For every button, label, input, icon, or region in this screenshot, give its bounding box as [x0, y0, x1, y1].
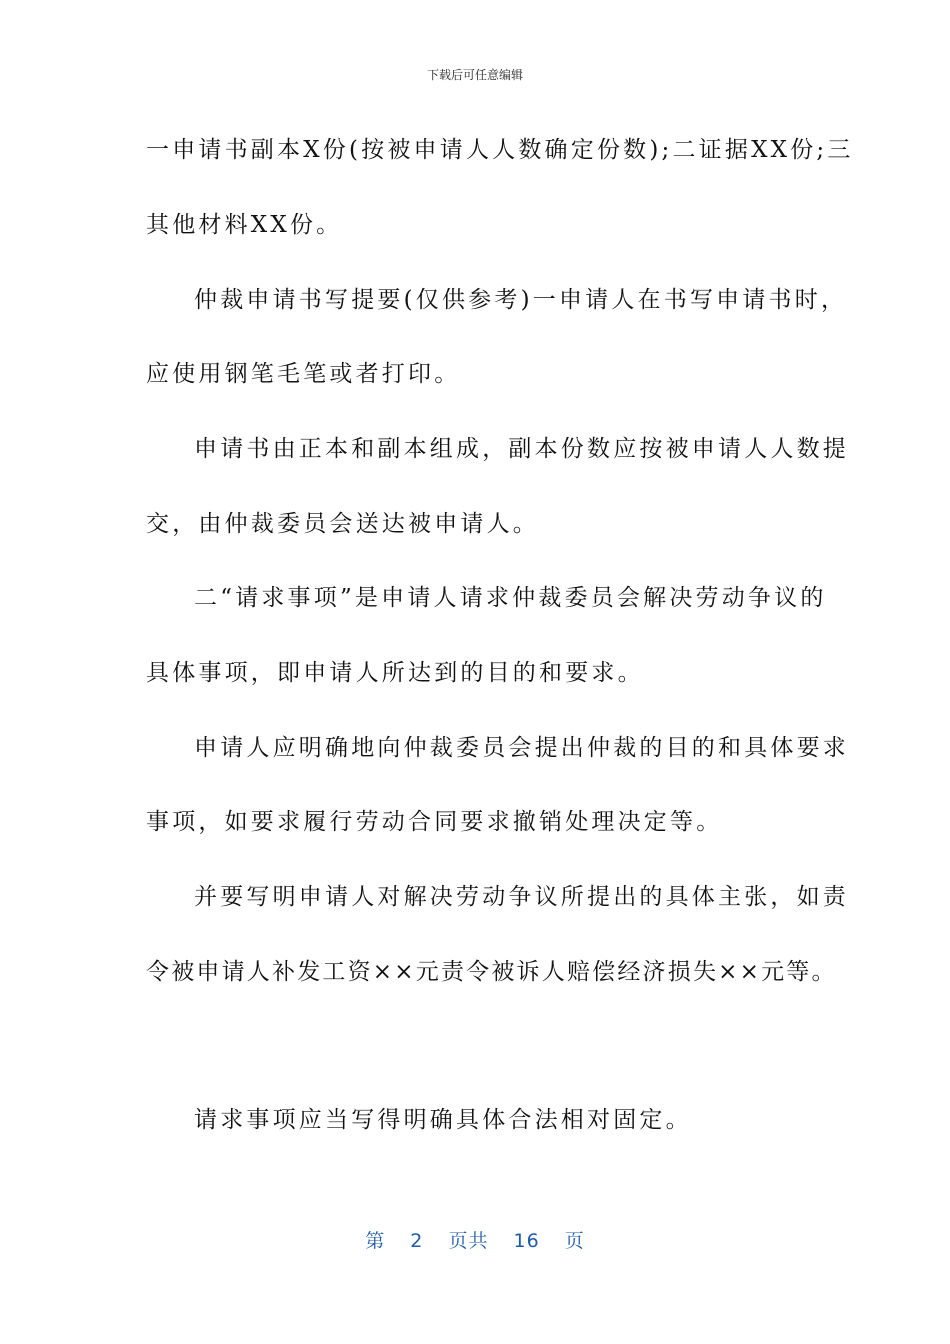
footer-total-pages: 16: [513, 1230, 540, 1252]
body-line: 申请书由正本和副本组成，副本份数应按被申请人人数提: [194, 436, 849, 462]
body-line: 一申请书副本X份(按被申请人人数确定份数);二证据XX份;三: [146, 137, 854, 163]
body-line: 仲裁申请书写提要(仅供参考)一申请人在书写申请书时，: [194, 287, 848, 313]
body-line: 二“请求事项”是申请人请求仲裁委员会解决劳动争议的: [194, 585, 827, 611]
footer-suffix: 页: [564, 1230, 585, 1252]
body-line: 申请人应明确地向仲裁委员会提出仲裁的目的和具体要求: [194, 735, 849, 761]
footer-page-number: 2: [410, 1230, 424, 1252]
footer-prefix: 第: [365, 1230, 386, 1252]
body-line: 应使用钢笔毛笔或者打印。: [146, 361, 461, 387]
page-header: 下载后可任意编辑: [426, 68, 523, 82]
body-line: 事项，如要求履行劳动合同要求撤销处理决定等。: [146, 809, 723, 835]
body-line: 令被申请人补发工资××元责令被诉人赔偿经济损失××元等。: [146, 959, 837, 985]
body-line: 具体事项，即申请人所达到的目的和要求。: [146, 660, 644, 686]
footer-middle: 页共: [448, 1230, 489, 1252]
body-line: 交，由仲裁委员会送达被申请人。: [146, 511, 539, 537]
body-line: 请求事项应当写得明确具体合法相对固定。: [194, 1107, 692, 1133]
body-line: 其他材料XX份。: [146, 212, 343, 238]
page-footer: [0, 1226, 950, 1253]
body-line: 并要写明申请人对解决劳动争议所提出的具体主张，如责: [194, 884, 849, 910]
